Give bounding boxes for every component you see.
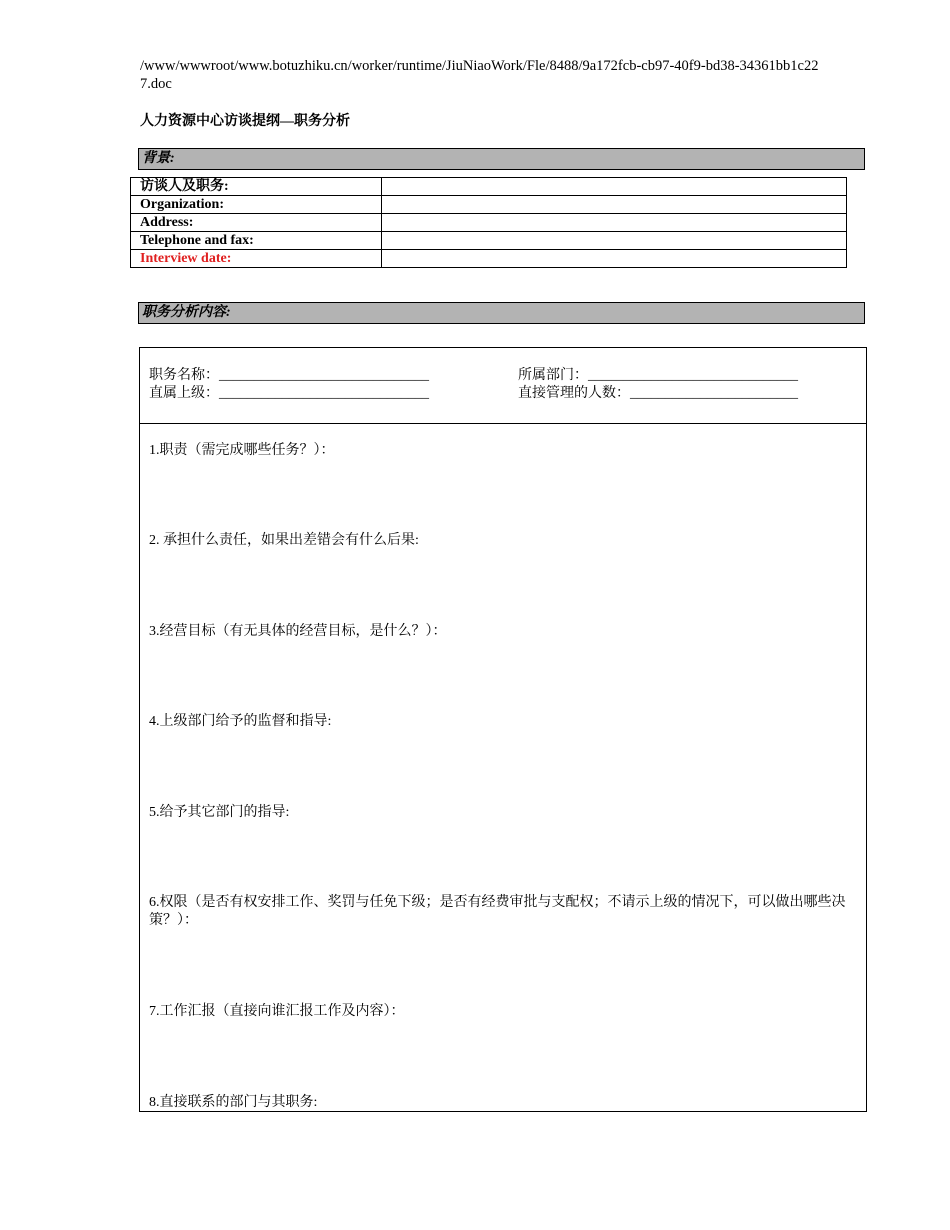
interviewee-value[interactable]: [382, 178, 847, 196]
question-accountability: 2. 承担什么责任，如果出差错会有什么后果:: [149, 533, 419, 548]
table-row: [131, 232, 847, 250]
question-authority: 6.权限（是否有权安排工作、奖罚与任免下级；是否有经费审批与支配权；不请示上级的情况下，可以做出哪些决策？）：: [149, 895, 846, 928]
address-value[interactable]: [382, 214, 847, 232]
department-field[interactable]: 所属部门：______________________________: [518, 368, 798, 383]
analysis-content-box: [139, 347, 867, 1112]
question-business-goals: 3.经营目标（有无具体的经营目标，是什么？）：: [149, 624, 447, 639]
table-row: [131, 214, 847, 232]
position-name-field[interactable]: 职务名称：______________________________: [149, 368, 429, 383]
table-row: [131, 178, 847, 196]
organization-value[interactable]: [382, 196, 847, 214]
interview-date-label: Interview date:: [131, 250, 382, 268]
background-section-heading: 背景:: [138, 148, 865, 170]
supervisor-field[interactable]: 直属上级：______________________________: [149, 386, 429, 401]
address-label: Address:: [131, 214, 382, 232]
table-row: [131, 196, 847, 214]
background-table: [130, 177, 847, 268]
question-reporting: 7.工作汇报（直接向谁汇报工作及内容）：: [149, 1004, 405, 1019]
interview-date-value[interactable]: [382, 250, 847, 268]
question-responsibilities: 1.职责（需完成哪些任务？）：: [149, 443, 335, 458]
question-supervision-received: 4.上级部门给予的监督和指导:: [149, 714, 332, 729]
organization-label: Organization:: [131, 196, 382, 214]
telephone-fax-label: Telephone and fax:: [131, 232, 382, 250]
document-title: 人力资源中心访谈提纲—职务分析: [140, 114, 350, 129]
position-info-block: [140, 348, 866, 424]
file-path: /www/wwwroot/www.botuzhiku.cn/worker/runtime/JiuNiaoWork/Fle/8488/9a172fcb-cb97-40f9-bd38-34361bb1c227.doc: [140, 58, 819, 92]
interviewee-label: 访谈人及职务:: [131, 178, 382, 196]
question-guidance-given: 5.给予其它部门的指导:: [149, 805, 290, 820]
table-row: [131, 250, 847, 268]
analysis-section-heading: 职务分析内容:: [138, 302, 865, 324]
direct-reports-field[interactable]: 直接管理的人数：________________________: [518, 386, 798, 401]
telephone-fax-value[interactable]: [382, 232, 847, 250]
question-related-departments: 8.直接联系的部门与其职务:: [149, 1095, 318, 1110]
